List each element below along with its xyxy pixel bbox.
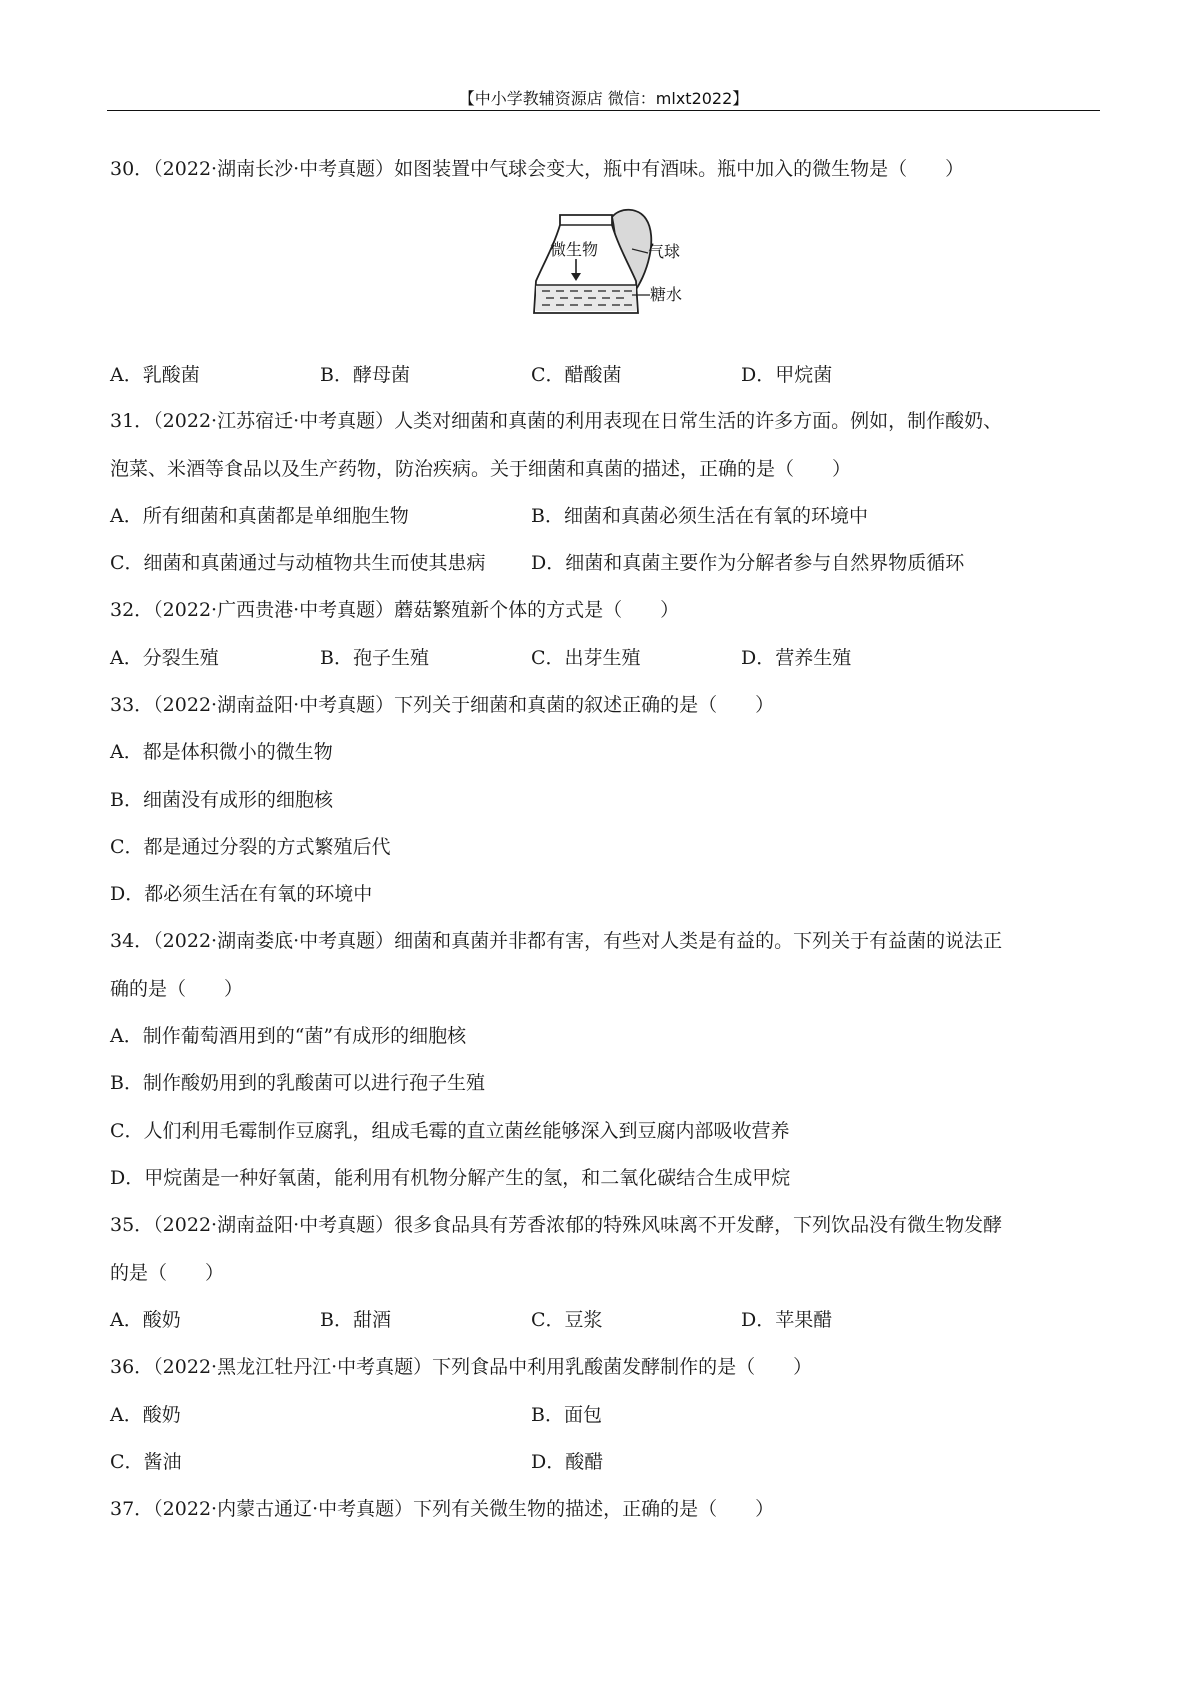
question-35-stem-line-1: 35．（2022·湖南益阳·中考真题）很多食品具有芳香浓郁的特殊风味离不开发酵，下列饮品没有微生物发酵	[110, 1214, 1003, 1236]
q30-option-c: C．醋酸菌	[531, 364, 622, 386]
question-32-stem: 32．（2022·广西贵港·中考真题）蘑菇繁殖新个体的方式是（ ）	[110, 599, 680, 621]
figure-label-sugar-water: 糖水	[650, 285, 683, 304]
q31-option-b: B．细菌和真菌必须生活在有氧的环境中	[531, 505, 868, 527]
q33-option-c: C．都是通过分裂的方式繁殖后代	[110, 836, 391, 858]
q34-option-a: A．制作葡萄酒用到的“菌”有成形的细胞核	[110, 1025, 467, 1047]
figure-label-microbe: 微生物	[550, 240, 599, 259]
question-37-stem: 37．（2022·内蒙古通辽·中考真题）下列有关微生物的描述，正确的是（ ）	[110, 1498, 775, 1520]
q30-option-b: B．酵母菌	[320, 364, 410, 386]
q35-option-b: B．甜酒	[320, 1309, 391, 1331]
q31-option-c: C．细菌和真菌通过与动植物共生而使其患病	[110, 552, 486, 574]
fermentation-flask-figure	[520, 205, 690, 340]
q36-option-c: C．酱油	[110, 1451, 182, 1473]
q31-option-d: D．细菌和真菌主要作为分解者参与自然界物质循环	[531, 552, 965, 574]
figure-label-balloon: 气球	[648, 242, 681, 261]
q36-option-a: A．酸奶	[110, 1404, 181, 1426]
q33-option-b: B．细菌没有成形的细胞核	[110, 789, 333, 811]
question-31-stem-line-2: 泡菜、米酒等食品以及生产药物，防治疾病。关于细菌和真菌的描述，正确的是（ ）	[110, 458, 852, 480]
q32-option-d: D．营养生殖	[741, 647, 852, 669]
q32-option-b: B．孢子生殖	[320, 647, 429, 669]
q30-option-a: A．乳酸菌	[110, 364, 200, 386]
question-34-stem-line-1: 34．（2022·湖南娄底·中考真题）细菌和真菌并非都有害，有些对人类是有益的。下列关于有益菌的说法正	[110, 930, 1003, 952]
q35-option-c: C．豆浆	[531, 1309, 603, 1331]
q35-option-a: A．酸奶	[110, 1309, 181, 1331]
page-header: 【中小学教辅资源店 微信：mlxt2022】	[458, 89, 749, 108]
question-30-stem: 30．（2022·湖南长沙·中考真题）如图装置中气球会变大，瓶中有酒味。瓶中加入的微生物是（ ）	[110, 158, 965, 180]
q31-option-a: A．所有细菌和真菌都是单细胞生物	[110, 505, 409, 527]
question-31-stem-line-1: 31．（2022·江苏宿迁·中考真题）人类对细菌和真菌的利用表现在日常生活的许多方面。例如，制作酸奶、	[110, 410, 1003, 432]
q35-option-d: D．苹果醋	[741, 1309, 833, 1331]
header-divider	[107, 110, 1100, 111]
question-35-stem-line-2: 的是（ ）	[110, 1262, 225, 1284]
q30-option-d: D．甲烷菌	[741, 364, 833, 386]
question-34-stem-line-2: 确的是（ ）	[110, 978, 244, 1000]
q36-option-b: B．面包	[531, 1404, 602, 1426]
q32-option-a: A．分裂生殖	[110, 647, 219, 669]
question-36-stem: 36．（2022·黑龙江牡丹江·中考真题）下列食品中利用乳酸菌发酵制作的是（ ）	[110, 1356, 813, 1378]
q32-option-c: C．出芽生殖	[531, 647, 641, 669]
q36-option-d: D．酸醋	[531, 1451, 604, 1473]
q33-option-a: A．都是体积微小的微生物	[110, 741, 333, 763]
q34-option-c: C．人们利用毛霉制作豆腐乳，组成毛霉的直立菌丝能够深入到豆腐内部吸收营养	[110, 1120, 790, 1142]
question-33-stem: 33．（2022·湖南益阳·中考真题）下列关于细菌和真菌的叙述正确的是（ ）	[110, 694, 775, 716]
q34-option-b: B．制作酸奶用到的乳酸菌可以进行孢子生殖	[110, 1072, 485, 1094]
q33-option-d: D．都必须生活在有氧的环境中	[110, 883, 373, 905]
q34-option-d: D．甲烷菌是一种好氧菌，能利用有机物分解产生的氢，和二氧化碳结合生成甲烷	[110, 1167, 791, 1189]
